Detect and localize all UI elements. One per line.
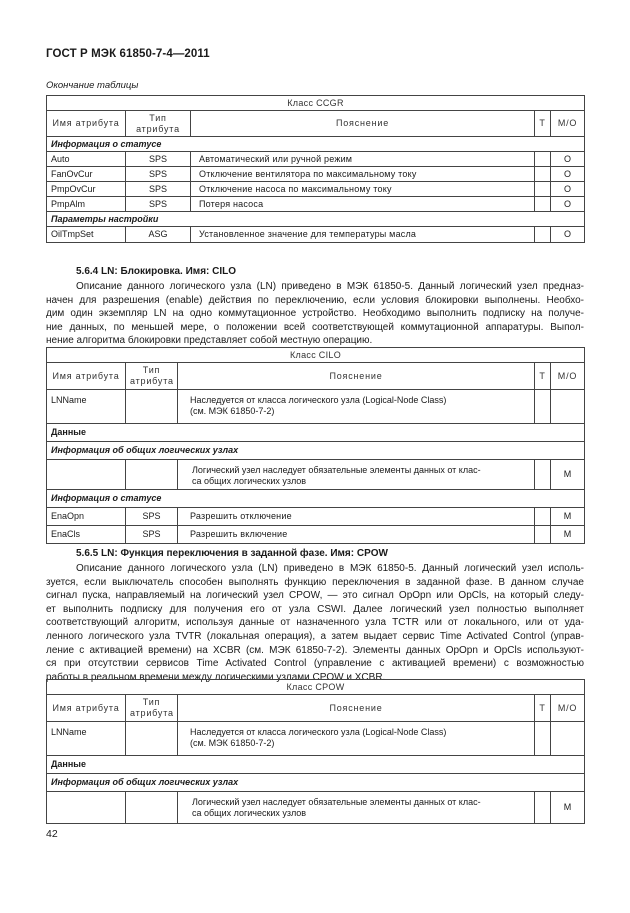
- col-t: Т: [535, 111, 551, 137]
- standard-header: ГОСТ Р МЭК 61850-7-4—2011: [46, 48, 210, 60]
- table-row: EnaCls SPS Разрешить включение М: [47, 526, 585, 544]
- col-attr-name: Имя атрибута: [47, 695, 126, 722]
- lnname-row: LNName Наследуется от класса логического узла (Logical-Node Class) (см. МЭК 61850-7-2): [47, 390, 585, 424]
- table-cpow: [46, 679, 585, 824]
- col-explanation: Пояснение: [191, 111, 535, 137]
- section-5-6-5-title: 5.6.5 LN: Функция переключения в заданной фазе. Имя: CPOW: [76, 548, 388, 559]
- table-row: PmpAlm SPS Потеря насоса O: [47, 197, 585, 212]
- col-mo: М/О: [551, 111, 585, 137]
- table-header-row: [47, 695, 585, 722]
- col-t: Т: [535, 695, 551, 722]
- section-row-data: Данные: [47, 756, 585, 774]
- lnname-row: LNName Наследуется от класса логического узла (Logical-Node Class) (см. МЭК 61850-7-2): [47, 722, 585, 756]
- col-t: Т: [535, 363, 551, 390]
- table-row: PmpOvCur SPS Отключение насоса по максимальному току O: [47, 182, 585, 197]
- table-class-row: [47, 680, 585, 695]
- table-class-row: [47, 96, 585, 111]
- table-ccgr: [46, 95, 585, 243]
- table-header-row: [47, 111, 585, 137]
- col-mo: М/О: [551, 695, 585, 722]
- class-title: Класс CCGR: [47, 96, 585, 111]
- col-attr-name: Имя атрибута: [47, 363, 126, 390]
- section-5-6-4-title: 5.6.4 LN: Блокировка. Имя: CILO: [76, 266, 237, 277]
- col-attr-type: Тип атрибута: [126, 695, 178, 722]
- page-number: 42: [46, 828, 58, 840]
- col-attr-name: Имя атрибута: [47, 111, 126, 137]
- col-attr-type: Тип атрибута: [126, 111, 191, 137]
- class-title: Класс CPOW: [47, 680, 585, 695]
- table-class-row: [47, 348, 585, 363]
- col-explanation: Пояснение: [178, 695, 535, 722]
- section-5-6-4-text: Описание данного логического узла (LN) приведено в МЭК 61850-5. Данный логический узел предназ- начен для разрешения (enable) действия по переключению, если условия блокировки выполнены. Необхо- дим один экземпляр LN на одно коммутационное устройство. Необходимо выполнить подписку на получе- ние данных, по меньшей мере, о положении всей соответствующей коммутационной аппаратуры. Выпол- нение алгоритма блокировки представляет собой местную операцию.: [46, 281, 584, 347]
- section-row-settings: Параметры настройки: [47, 212, 585, 227]
- table-row: EnaOpn SPS Разрешить отключение М: [47, 508, 585, 526]
- class-title: Класс CILO: [47, 348, 585, 363]
- table-row: OilTmpSet ASG Установленное значение для температуры масла O: [47, 227, 585, 243]
- common-ln-row: Логический узел наследует обязательные элементы данных от клас- са общих логических узлов М: [47, 792, 585, 824]
- table-row: Auto SPS Автоматический или ручной режим O: [47, 152, 585, 167]
- table-row: FanOvCur SPS Отключение вентилятора по максимальному току O: [47, 167, 585, 182]
- section-row-common: Информация об общих логических узлах: [47, 442, 585, 460]
- col-explanation: Пояснение: [178, 363, 535, 390]
- section-row-status: Информация о статусе: [47, 137, 585, 152]
- section-row-common: Информация об общих логических узлах: [47, 774, 585, 792]
- col-attr-type: Тип атрибута: [126, 363, 178, 390]
- table-header-row: [47, 363, 585, 390]
- table-continuation-caption: Окончание таблицы: [46, 80, 139, 91]
- common-ln-row: Логический узел наследует обязательные элементы данных от клас- са общих логических узлов М: [47, 460, 585, 490]
- section-5-6-5-text: Описание данного логического узла (LN) приведено в МЭК 61850-5. Данный логический узел исполь- зуется, если выключатель способен выполнять функцию переключения в заданной фазе. В данном случае сигнал пуска, направляемый на логический узел CPOW, — это сигнал OpOpn или OpCls, на который следу- ет выполнить подписку для получения его от узла CSWI. Далее логический узел полностью выполняет соответствующий алгоритм, используя данные от назначенного узла TCTR или от локального, или от уда- ленного логического узла TVTR (локальная операция), а затем выдает сервис Time Activated Control (управ- ление с активацией времени) на XCBR (см. МЭК 61850-7-2). Элементы данных OpOpn и OpCls используют- ся при отсутствии сервисов Time Activated Control (управление с активацией времени) с возможностью работы в реальном времени между логическими узлами CPOW и XCBR.: [46, 563, 584, 683]
- section-row-status: Информация о статусе: [47, 490, 585, 508]
- table-cilo: [46, 347, 585, 544]
- section-row-data: Данные: [47, 424, 585, 442]
- col-mo: М/О: [551, 363, 585, 390]
